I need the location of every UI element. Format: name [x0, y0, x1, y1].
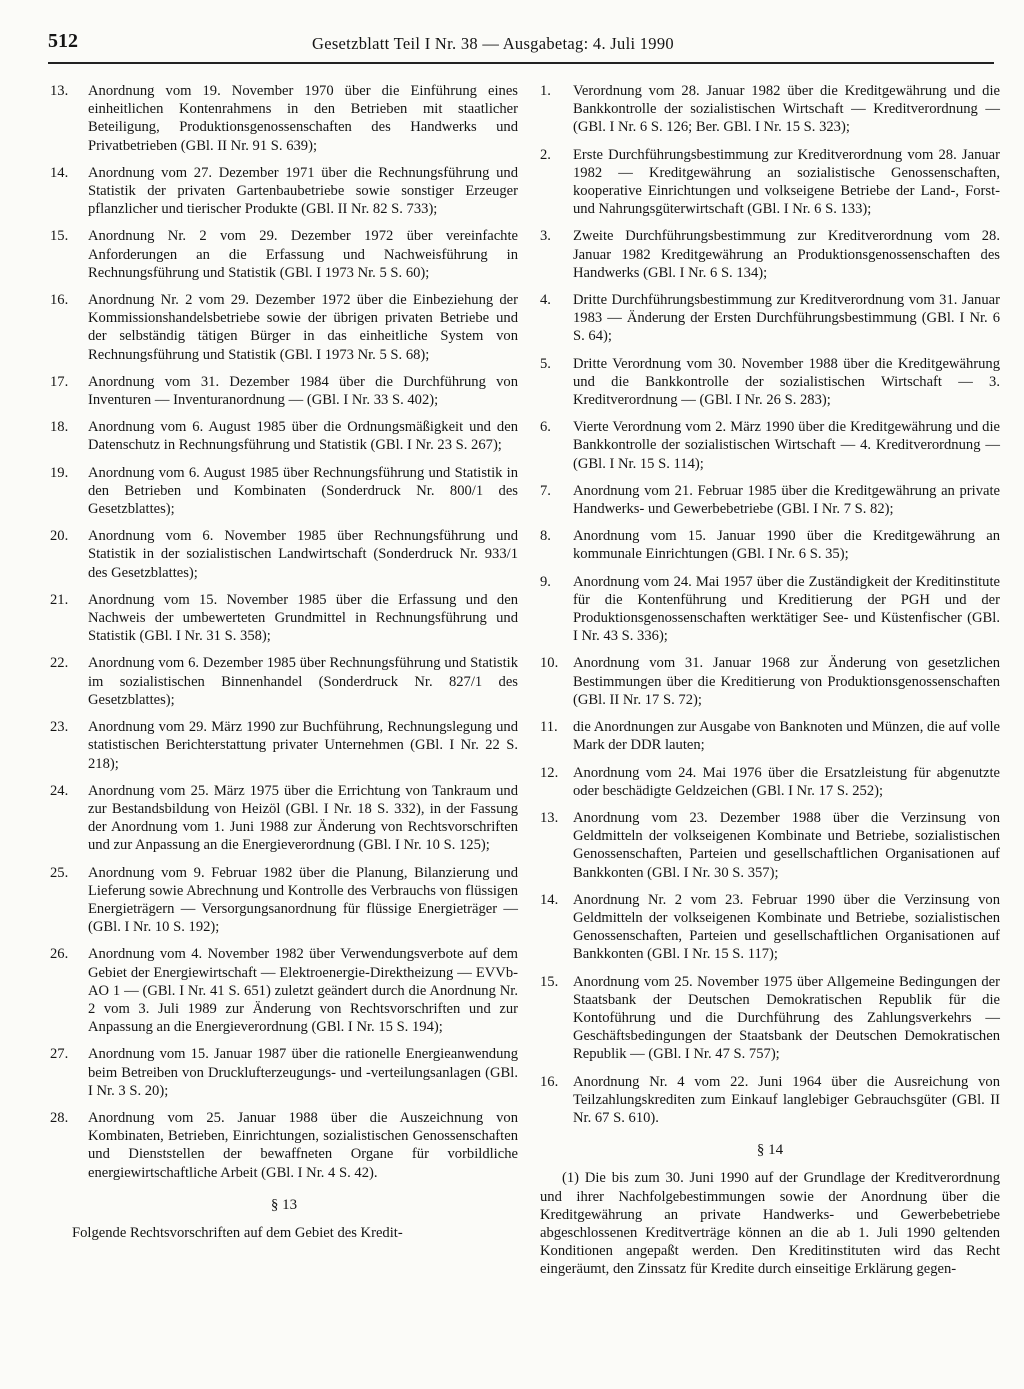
item-number: 13. [50, 83, 69, 99]
left-item-list [50, 82, 518, 1182]
list-item [50, 1109, 518, 1182]
section-14-text: (1) Die bis zum 30. Juni 1990 auf der Grundlage der Kreditverordnung und ihrer Nachfolgebestimmungen sowie der Anordnung über die Kreditgewährung an private Handwerks- und Gewerbebetriebe abgeschlossenen Kreditverträge können an die ab 1. Juli 1990 geltenden Konditionen angepaßt werden. Den Kreditinstituten wird das Recht eingeräumt, den Zinssatz für Kredite durch einseitige Erklärung gegen- [540, 1170, 1000, 1278]
left-column [50, 82, 518, 1242]
item-number: 22. [50, 655, 69, 672]
item-number: 15. [540, 973, 559, 990]
item-number: 25. [50, 864, 69, 881]
item-text: Erste Durchführungsbestimmung zur Kreditverordnung vom 28. Januar 1982 — Kreditgewährung an sozialistische Genossenschaften, kooperative Einrichtungen und volkseigene Betriebe der Land-, Forst- und Nahrungsgüterwirtschaft (GBl. I Nr. 6 S. 133); [573, 146, 1000, 218]
item-number: 11. [540, 719, 558, 736]
list-item [50, 864, 518, 937]
list-item [50, 418, 518, 454]
list-item [540, 291, 1000, 346]
item-text: Anordnung Nr. 2 vom 29. Dezember 1972 über vereinfachte Anforderungen an die Erfassung und Nachweisführung in Rechnungsführung und Statistik (GBl. I 1973 Nr. 5 S. 60); [88, 228, 518, 281]
list-item [540, 227, 1000, 282]
item-text: Anordnung vom 6. August 1985 über die Ordnungsmäßigkeit und den Datenschutz in Rechnungsführung und Statistik (GBl. I Nr. 23 S. 267); [88, 419, 518, 454]
list-item [540, 355, 1000, 410]
list-item [50, 82, 518, 155]
item-number: 4. [540, 292, 551, 309]
item-text: Anordnung vom 27. Dezember 1971 über die Rechnungsführung und Statistik der privaten Gartenbaubetriebe sowie sonstiger Erzeuger pflanzlicher und tierischer Produkte (GBl. II Nr. 82 S. 733); [88, 164, 518, 218]
item-text: Anordnung vom 15. Januar 1990 über die Kreditgewährung an kommunale Einrichtungen (GBl. I Nr. 6 S. 35); [573, 528, 1000, 563]
item-text: Dritte Verordnung vom 30. November 1988 über die Kreditgewährung und die Bankkontrolle der sozialistischen Wirtschaft — 3. Kreditverordnung — (GBl. I Nr. 26 S. 283); [573, 355, 1000, 409]
list-item [540, 418, 1000, 473]
item-text: Anordnung Nr. 4 vom 22. Juni 1964 über die Ausreichung von Teilzahlungskrediten zum Einkauf langlebiger Gebrauchsgüter (GBl. II Nr. 67 S. 610). [573, 1073, 1000, 1126]
list-item [540, 654, 1000, 709]
item-number: 28. [50, 1109, 69, 1126]
item-text: Zweite Durchführungsbestimmung zur Kreditverordnung vom 28. Januar 1982 Kreditgewährung an Produktionsgenossenschaften des Handwerks (GBl. I Nr. 6 S. 134); [573, 228, 1000, 281]
item-number: 10. [540, 655, 559, 672]
item-number: 1. [540, 83, 551, 99]
list-item [540, 527, 1000, 563]
item-number: 6. [540, 419, 551, 436]
list-item [50, 1045, 518, 1100]
list-item [50, 591, 518, 646]
item-number: 3. [540, 228, 551, 245]
header-title: Gesetzblatt Teil I Nr. 38 — Ausgabetag: 4. Juli 1990 [312, 34, 674, 53]
item-text: Anordnung vom 15. November 1985 über die Erfassung und den Nachweis der umbewerteten Grundmittel in Rechnungsführung und Statistik (GBl. I Nr. 31 S. 358); [88, 591, 518, 645]
item-text: Anordnung vom 25. März 1975 über die Errichtung von Tankraum und zur Bestandsbildung von Heizöl (GBl. I Nr. 18 S. 332), in der Fassung der Anordnung vom 1. Juni 1988 zur Änderung von Rechtsvorschriften und zur Anpassung an die Energieverordnung (GBl. I Nr. 10 S. 125); [88, 782, 518, 854]
item-text: Dritte Durchführungsbestimmung zur Kreditverordnung vom 31. Januar 1983 — Änderung der Ersten Durchführungsbestimmung (GBl. I Nr. 6 S. 64); [573, 292, 1000, 345]
item-number: 20. [50, 528, 69, 545]
page-number: 512 [48, 30, 78, 52]
list-item [50, 945, 518, 1036]
item-text: die Anordnungen zur Ausgabe von Banknoten und Münzen, die auf volle Mark der DDR lauten; [573, 719, 1000, 754]
list-item [50, 782, 518, 855]
item-number: 14. [50, 164, 69, 181]
item-number: 12. [540, 764, 559, 781]
item-text: Anordnung vom 19. November 1970 über die Einführung eines einheitlichen Kontenrahmens in den Betrieben mit staatlicher Beteiligung, Produktionsgenossenschaften des Handwerks und Privatbetrieben (GBl. II Nr. 91 S. 639); [88, 83, 518, 154]
list-item [50, 527, 518, 582]
item-text: Anordnung vom 4. November 1982 über Verwendungsverbote auf dem Gebiet der Energiewirtschaft — Elektroenergie-Direktheizung — EVVb-AO 1 — (GBl. I Nr. 41 S. 651) zuletzt geändert durch die Anordnung Nr. 2 vom 3. Juli 1989 zur Änderung von Rechtsvorschriften und zur Anpassung an die Energieverordnung (GBl. I Nr. 15 S. 194); [88, 946, 518, 1036]
item-number: 21. [50, 591, 69, 608]
item-text: Anordnung vom 24. Mai 1976 über die Ersatzleistung für abgenutzte oder beschädigte Geldzeichen (GBl. I Nr. 17 S. 252); [573, 764, 1000, 799]
list-item [540, 482, 1000, 518]
item-text: Anordnung Nr. 2 vom 23. Februar 1990 über die Verzinsung von Geldmitteln der volkseigenen Kombinate und Betriebe, sozialistischen Genossenschaften, Parteien und gesellschaftlichen Organisationen auf Bankkonten (GBl. I Nr. 15 S. 117); [573, 891, 1000, 963]
item-number: 16. [540, 1073, 559, 1090]
item-number: 13. [540, 809, 559, 826]
item-text: Anordnung vom 24. Mai 1957 über die Zuständigkeit der Kreditinstitute für die Kontenführung und Kreditierung der PGH und der Produktionsgenossenschaften werktätiger See- und Küstenfischer (GBl. I Nr. 43 S. 336); [573, 573, 1000, 645]
item-text: Anordnung vom 25. Januar 1988 über die Auszeichnung von Kombinaten, Betrieben, Einrichtungen, sozialistischen Genossenschaften und Dienststellen der bewaffneten Organe für vorbildliche energiewirtschaftliche Arbeit (GBl. I Nr. 4 S. 42). [88, 1109, 518, 1181]
section-13-text: Folgende Rechtsvorschriften auf dem Gebiet des Kredit- [72, 1224, 403, 1241]
list-item [540, 1073, 1000, 1128]
item-text: Anordnung vom 15. Januar 1987 über die rationelle Energieanwendung beim Betreiben von Drucklufterzeugungs- und -verteilungsanlagen (GBl. I Nr. 3 S. 20); [88, 1046, 518, 1099]
item-text: Verordnung vom 28. Januar 1982 über die Kreditgewährung und die Bankkontrolle der sozialistischen Wirtschaft — Kreditverordnung — (GBl. I Nr. 6 S. 126; Ber. GBl. I Nr. 15 S. 323); [573, 83, 1000, 136]
item-text: Anordnung vom 29. März 1990 zur Buchführung, Rechnungslegung und statistischen Berichterstattung privater Unternehmen (GBl. I Nr. 22 S. 218); [88, 719, 518, 772]
item-text: Anordnung vom 25. November 1975 über Allgemeine Bedingungen der Staatsbank der Deutschen Demokratischen Republik für die Kontoführung und die Durchführung des Zahlungsverkehrs — Geschäftsbedingungen der Staatsbank der Deutschen Demokratischen Republik — (GBl. I Nr. 47 S. 757); [573, 973, 1000, 1063]
item-text: Anordnung Nr. 2 vom 29. Dezember 1972 über die Einbeziehung der Kommissionshandelsbetriebe sowie der übrigen privaten Betriebe und der selbständig tätigen Bürger in das einheitliche System von Rechnungsführung und Statistik (GBl. I 1973 Nr. 5 S. 68); [88, 292, 518, 363]
item-number: 17. [50, 373, 69, 390]
list-item [540, 573, 1000, 646]
item-number: 2. [540, 146, 551, 163]
item-text: Anordnung vom 31. Januar 1968 zur Änderung von gesetzlichen Bestimmungen über die Kreditierung von Produktionsgenossenschaften (GBl. II Nr. 17 S. 72); [573, 655, 1000, 708]
section-13-heading: § 13 [270, 1196, 298, 1213]
section-14-heading: § 14 [756, 1142, 784, 1159]
right-item-list [540, 82, 1000, 1127]
list-item [540, 809, 1000, 882]
item-number: 16. [50, 292, 69, 309]
item-number: 14. [540, 891, 559, 908]
list-item [540, 718, 1000, 754]
item-number: 8. [540, 528, 551, 545]
item-number: 18. [50, 419, 69, 436]
item-number: 5. [540, 355, 551, 372]
list-item [50, 654, 518, 709]
list-item [540, 82, 1000, 137]
item-number: 15. [50, 228, 69, 245]
item-number: 26. [50, 946, 69, 963]
item-number: 24. [50, 782, 69, 799]
right-column [540, 82, 1000, 1279]
list-item [50, 464, 518, 519]
item-text: Anordnung vom 23. Dezember 1988 über die Verzinsung von Geldmitteln der volkseigenen Kombinate und Betriebe, sozialistischen Genossenschaften, Parteien und gesellschaftlichen Organisationen auf Bankkonten (GBl. I Nr. 30 S. 357); [573, 809, 1000, 881]
list-item [50, 227, 518, 282]
item-text: Anordnung vom 9. Februar 1982 über die Planung, Bilanzierung und Lieferung sowie Abrechnung und Kontrolle des Verbrauchs von flüssigen Energieträgern — Versorgungsanordnung für flüssige Energieträger — (GBl. I Nr. 10 S. 192); [88, 864, 518, 936]
item-number: 19. [50, 464, 69, 481]
list-item [540, 146, 1000, 219]
list-item [50, 164, 518, 219]
list-item [50, 718, 518, 773]
item-text: Anordnung vom 31. Dezember 1984 über die Durchführung von Inventuren — Inventuranordnung — (GBl. I Nr. 33 S. 402); [88, 373, 518, 409]
item-number: 7. [540, 482, 551, 499]
item-text: Anordnung vom 21. Februar 1985 über die Kreditgewährung an private Handwerks- und Gewerbebetriebe (GBl. I Nr. 7 S. 82); [573, 482, 1000, 518]
item-text: Anordnung vom 6. November 1985 über Rechnungsführung und Statistik in der sozialistischen Landwirtschaft (Sonderdruck Nr. 933/1 des Gesetzblattes); [88, 528, 518, 581]
item-number: 27. [50, 1046, 69, 1063]
item-text: Anordnung vom 6. Dezember 1985 über Rechnungsführung und Statistik im sozialistischen Binnenhandel (Sonderdruck Nr. 827/1 des Gesetzblattes); [88, 655, 518, 708]
item-number: 9. [540, 573, 551, 590]
list-item [540, 891, 1000, 964]
page-header [48, 28, 994, 64]
item-number: 23. [50, 719, 69, 736]
item-text: Anordnung vom 6. August 1985 über Rechnungsführung und Statistik in den Betrieben und Kombinaten (Sonderdruck Nr. 800/1 des Gesetzblattes); [88, 464, 518, 518]
list-item [540, 973, 1000, 1064]
list-item [540, 764, 1000, 800]
list-item [50, 291, 518, 364]
list-item [50, 373, 518, 409]
item-text: Vierte Verordnung vom 2. März 1990 über die Kreditgewährung und die Bankkontrolle der sozialistischen Wirtschaft — 4. Kreditverordnung — (GBl. I Nr. 15 S. 114); [573, 419, 1000, 472]
